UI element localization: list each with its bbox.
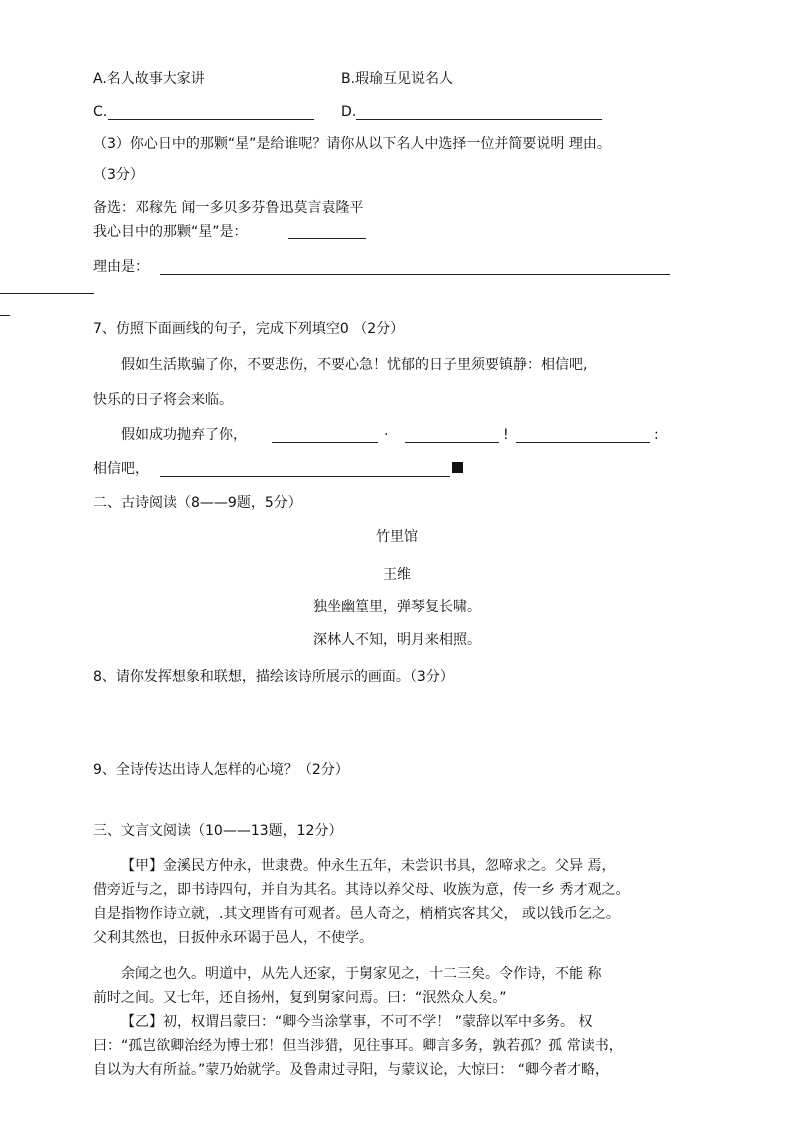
q7-fill-start: 假如成功抛弃了你， [121,427,247,443]
poem-title: 竹里馆 [376,529,418,545]
q7-fill-sep1: · [384,427,389,443]
jia-line4: 父利其然也，日扳仲永环谒于邑人，不使学。 [93,930,373,946]
option-a: A.名人故事大家讲 [93,71,205,87]
jia-line2: 借旁近与之，即书诗四句，并自为其名。其诗以养父母、收族为意，传一乡 秀才观之。 [93,882,630,898]
poem-line1: 独坐幽篁里，弹琴复长啸。 [313,599,481,615]
section3-heading: 三、文言文阅读（10——13题，12分） [93,823,343,839]
jia-line1: 【甲】金溪民方仲永，世隶费。仲永生五年，未尝识书具，忽啼求之。父异 焉， [121,858,616,874]
yi-line2: 曰：“孤岂欲卿治经为博士邪！但当涉猎，见往事耳。卿言多务，孰若孤？孤 常读书， [93,1038,623,1054]
my-star-blank [288,238,366,239]
option-c: C. [93,104,108,120]
q6-reason: 理由是： [93,259,149,275]
q7-fill-sep2: ! [503,427,509,443]
fill-blank-3 [516,442,650,443]
black-square-mark [452,462,463,473]
q7-fill-line2: 相信吧， [93,461,149,477]
q8: 8、请你发挥想象和联想，描绘该诗所展示的画面。（3分） [93,669,454,685]
q6-choices: 备选：邓稼先 闻一多贝多芬鲁迅莫言袁隆平 [93,200,364,216]
option-d-blank [356,119,602,120]
q7-example-line2: 快乐的日子将会来临。 [93,392,233,408]
poem-line2: 深林人不知，明月来相照。 [313,632,481,648]
option-b: B.瑕瑜互见说名人 [341,71,454,87]
q9: 9、全诗传达出诗人怎样的心境？（2分） [93,762,349,778]
q7-fill-end: : [654,427,659,443]
option-d: D. [341,104,357,120]
section2-heading: 二、古诗阅读（8——9题，5分） [93,495,302,511]
q6-my-star: 我心目中的那颗“星”是： [93,224,248,240]
yi-line1: 【乙】初，权谓吕蒙曰：“卿今当涂掌事，不可不学！ ”蒙辞以军中多务。 权 [121,1014,593,1030]
fill-blank-4 [160,476,450,477]
q6-part3-line1: （3）你心日中的那颗“星”是给谁呢？请你从以下名人中选择一位并简要说明 理由。 [93,136,611,152]
q7-title: 7、仿照下面画线的句子，完成下列填空0 （2分） [93,321,405,337]
q6-part3-line2: （3分） [93,167,144,183]
jia-line6: 前时之间。又七年，还自扬州，复到舅家问焉。曰：“泯然众人矣。” [93,990,507,1006]
poem-author: 王维 [383,567,411,583]
jia-line3: 自是指物作诗立就，.其文理皆有可观者。邑人奇之，梢梢宾客其父， 或以钱币乞之。 [93,906,620,922]
q7-example-line1: 假如生活欺骗了你，不要悲伤，不要心急！忧郁的日子里须要镇静：相信吧, [121,357,588,373]
option-c-blank [108,119,314,120]
yi-line3: 自以为大有所益。”蒙乃始就学。及鲁肃过寻阳，与蒙议论，大惊曰： “卿今者才略， [93,1062,609,1078]
margin-line [0,293,94,294]
reason-blank [160,274,670,275]
margin-tick [0,315,10,316]
jia-line5: 余闻之也久。明道中，从先人还家，于舅家见之，十二三矣。令作诗，不能 称 [121,966,602,982]
fill-blank-2 [405,442,499,443]
fill-blank-1 [272,442,378,443]
